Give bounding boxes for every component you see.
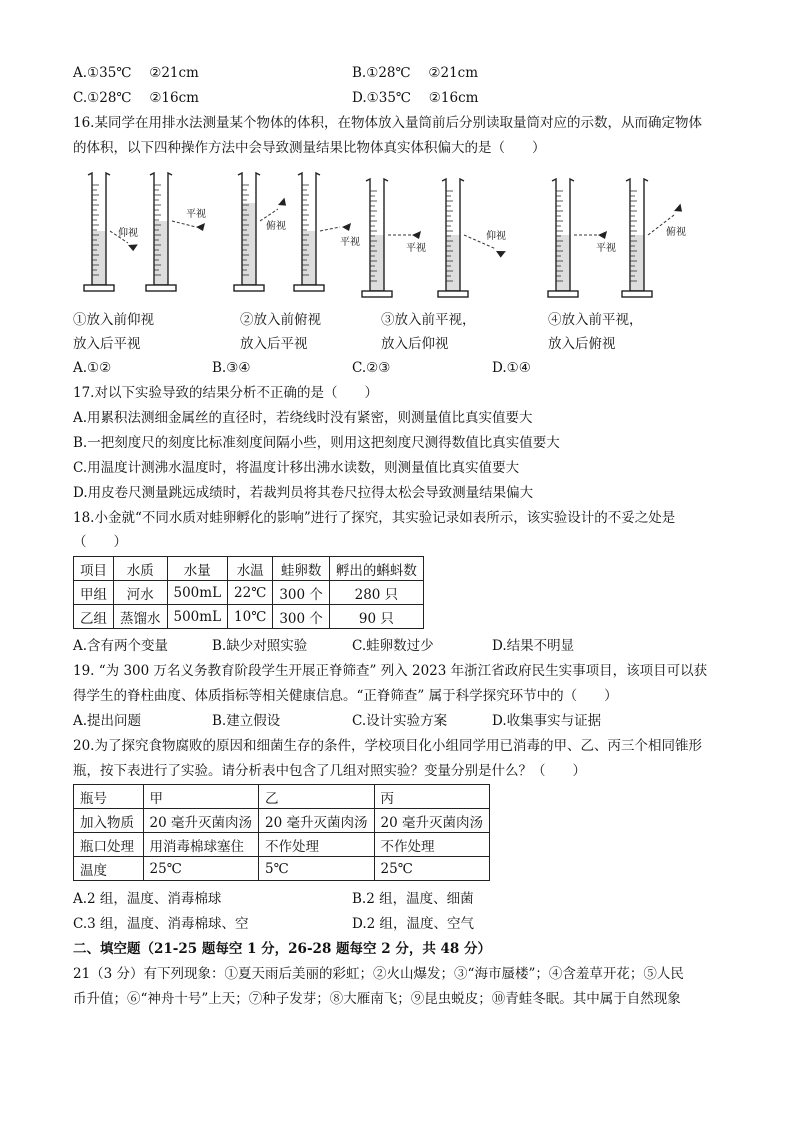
table-cell: 加入物质	[74, 809, 144, 833]
q16-caption-4a: ④放入前平视，	[548, 312, 643, 328]
table-row	[74, 581, 424, 605]
table-cell: 500mL	[167, 605, 228, 629]
table-cell: 90 只	[329, 605, 423, 629]
q16-option-c: C.②③	[352, 360, 391, 376]
table-cell: 280 只	[329, 581, 423, 605]
table-cell: 300 个	[273, 581, 330, 605]
table-header-row	[74, 785, 490, 809]
table-header-cell: 蛙卵数	[273, 557, 330, 581]
table-cell: 20 毫升灭菌肉汤	[143, 809, 258, 833]
label-yangshi-1: 仰视	[118, 228, 138, 239]
q16-caption-1b: 放入后平视	[73, 336, 141, 352]
table-cell: 20 毫升灭菌肉汤	[259, 809, 374, 833]
q21-line2: 币升值；⑥“神舟十号”上天；⑦种子发芽；⑧大雁南飞；⑨昆虫蜕皮；⑩青蛙冬眠。其中属于自然现象	[73, 991, 681, 1007]
q16-caption-1a: ①放入前仰视	[73, 312, 154, 328]
label-pingshi-4: 平视	[596, 243, 616, 254]
q17-option-a: A.用累积法测细金属丝的直径时，若绕线时没有紧密，则测量值比真实值要大	[73, 410, 533, 426]
table-header-cell: 甲	[143, 785, 258, 809]
table-cell: 不作处理	[374, 833, 489, 857]
q20-table	[73, 784, 490, 881]
q15-option-c: C.①28℃ ②16cm	[73, 90, 199, 106]
label-pingshi-3: 平视	[406, 243, 426, 254]
table-row	[74, 605, 424, 629]
table-header-cell: 水质	[114, 557, 168, 581]
table-header-cell: 乙	[259, 785, 374, 809]
q19-option-c: C.设计实验方案	[352, 713, 448, 729]
q18-option-d: D.结果不明显	[492, 638, 575, 654]
table-cell: 10℃	[228, 605, 273, 629]
q15-option-d: D.①35℃ ②16cm	[352, 90, 479, 106]
table-cell: 瓶口处理	[74, 833, 144, 857]
table-header-cell: 丙	[374, 785, 489, 809]
table-cell: 20 毫升灭菌肉汤	[374, 809, 489, 833]
table-cell: 5℃	[259, 857, 374, 881]
q20-option-b: B.2 组，温度、细菌	[352, 891, 474, 907]
cylinder-4b	[622, 179, 652, 297]
q17-option-d: D.用皮卷尺测量跳远成绩时，若裁判员将其卷尺拉得太松会导致测量结果偏大	[73, 485, 534, 501]
q16-option-b: B.③④	[212, 360, 251, 376]
table-cell: 25℃	[143, 857, 258, 881]
table-cell: 温度	[74, 857, 144, 881]
q16-stem-line2: 的体积，以下四种操作方法中会导致测量结果比物体真实体积偏大的是（ ）	[73, 140, 546, 156]
q17-stem: 17.对以下实验导致的结果分析不正确的是（ ）	[73, 385, 378, 401]
cylinder-3a	[362, 179, 392, 297]
q20-option-d: D.2 组，温度、空气	[352, 916, 475, 932]
table-cell: 300 个	[273, 605, 330, 629]
section-heading: 二、填空题（21-25 题每空 1 分，26-28 题每空 2 分，共 48 分）	[73, 941, 492, 957]
q19-stem-line2: 得学生的脊柱曲度、体质指标等相关健康信息。“正脊筛查” 属于科学探究环节中的（ ）	[73, 688, 618, 704]
q15-option-a: A.①35℃ ②21cm	[73, 65, 199, 81]
q16-figure	[0, 165, 794, 305]
table-cell: 不作处理	[259, 833, 374, 857]
q16-caption-2b: 放入后平视	[240, 336, 308, 352]
table-cell: 乙组	[74, 605, 114, 629]
label-pingshi-2: 平视	[340, 237, 360, 248]
q18-option-b: B.缺少对照实验	[212, 638, 308, 654]
q18-option-a: A.含有两个变量	[73, 638, 169, 654]
table-cell: 河水	[114, 581, 168, 605]
table-header-cell: 孵出的蝌蚪数	[329, 557, 423, 581]
table-header-cell: 水温	[228, 557, 273, 581]
table-row	[74, 857, 490, 881]
table-cell: 500mL	[167, 581, 228, 605]
cylinder-1b	[146, 173, 176, 291]
q19-stem-line1: 19. “为 300 万名义务教育阶段学生开展正脊筛查” 列入 2023 年浙江省政府民生实事项目，该项目可以获	[73, 663, 708, 679]
label-yangshi-3: 仰视	[486, 231, 506, 242]
label-fushi-2: 俯视	[266, 221, 286, 232]
q16-caption-3b: 放入后仰视	[381, 336, 449, 352]
table-cell: 22℃	[228, 581, 273, 605]
label-pingshi-1: 平视	[186, 209, 206, 220]
cylinder-1a	[84, 173, 114, 291]
table-cell: 25℃	[374, 857, 489, 881]
q16-option-d: D.①④	[492, 360, 531, 376]
table-cell: 甲组	[74, 581, 114, 605]
q17-option-c: C.用温度计测沸水温度时，将温度计移出沸水读数，则测量值比真实值要大	[73, 460, 520, 476]
q16-caption-3a: ③放入前平视，	[381, 312, 476, 328]
q17-option-b: B.一把刻度尺的刻度比标准刻度间隔小些，则用这把刻度尺测得数值比真实值要大	[73, 435, 560, 451]
table-header-cell: 水量	[167, 557, 228, 581]
cylinder-2b	[294, 173, 324, 291]
q18-table	[73, 556, 424, 629]
table-header-row	[74, 557, 424, 581]
q16-caption-4b: 放入后俯视	[548, 336, 616, 352]
q20-option-a: A.2 组，温度、消毒棉球	[73, 891, 222, 907]
q18-stem-line2: （ ）	[73, 534, 127, 550]
q20-stem-line2: 瓶，按下表进行了实验。请分析表中包含了几组对照实验？变量分别是什么？（ ）	[73, 763, 586, 779]
q16-option-a: A.①②	[73, 360, 112, 376]
q15-option-b: B.①28℃ ②21cm	[352, 65, 479, 81]
q20-option-c: C.3 组，温度、消毒棉球、空	[73, 916, 249, 932]
label-fushi-4: 俯视	[666, 227, 686, 238]
table-cell: 蒸馏水	[114, 605, 168, 629]
cylinder-3b	[438, 179, 468, 297]
table-cell: 用消毒棉球塞住	[143, 833, 258, 857]
q21-line1: 21（3 分）有下列现象：①夏天雨后美丽的彩虹；②火山爆发；③“海市蜃楼”；④含羞草开花；⑤人民	[73, 966, 684, 982]
table-header-cell: 项目	[74, 557, 114, 581]
cylinder-2a	[234, 173, 264, 291]
q18-stem-line1: 18.小金就“不同水质对蛙卵孵化的影响”进行了探究，其实验记录如表所示，该实验设计的不妥之处是	[73, 510, 676, 526]
q19-option-d: D.收集事实与证据	[492, 713, 602, 729]
q16-stem-line1: 16.某同学在用排水法测量某个物体的体积，在物体放入量筒前后分别读取量筒对应的示数，从而确定物体	[73, 115, 702, 131]
table-header-cell: 瓶号	[74, 785, 144, 809]
q20-stem-line1: 20.为了探究食物腐败的原因和细菌生存的条件，学校项目化小组同学用已消毒的甲、乙、丙三个相同锥形	[73, 738, 702, 754]
q18-option-c: C.蛙卵数过少	[352, 638, 434, 654]
q19-option-b: B.建立假设	[212, 713, 281, 729]
table-row	[74, 833, 490, 857]
q19-option-a: A.提出问题	[73, 713, 142, 729]
q16-caption-2a: ②放入前俯视	[240, 312, 321, 328]
cylinder-4a	[548, 179, 578, 297]
table-row	[74, 809, 490, 833]
